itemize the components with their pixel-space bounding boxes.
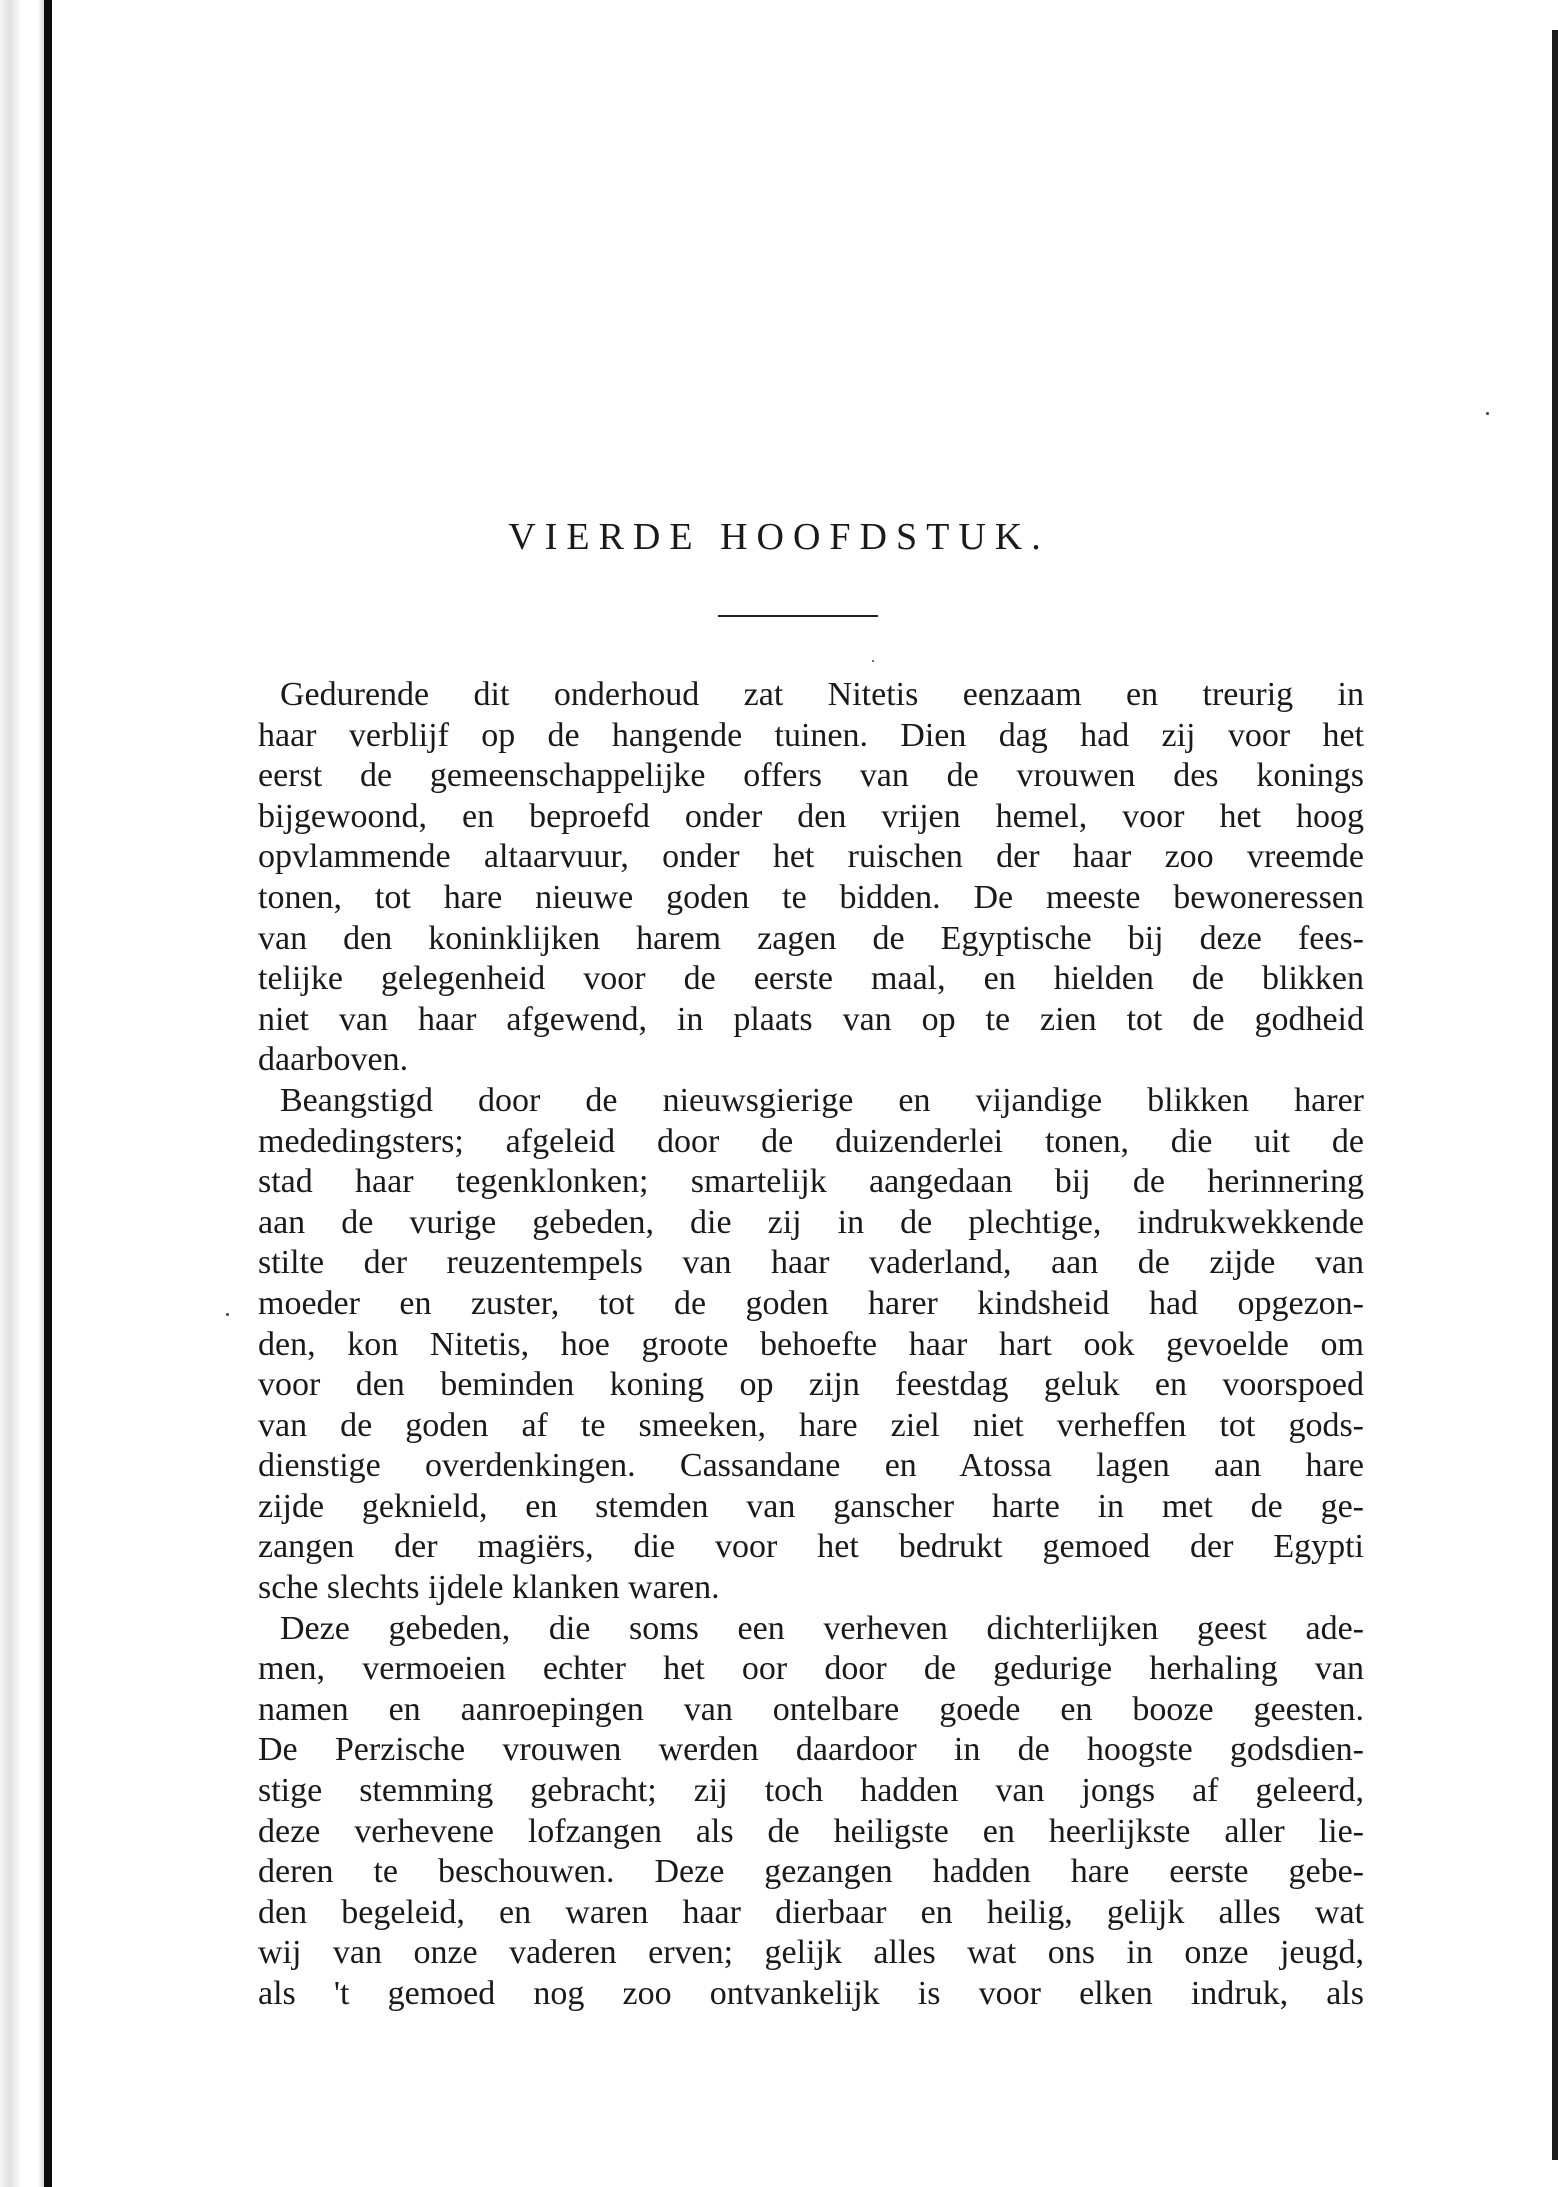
scan-right-edge xyxy=(1552,30,1558,2160)
paragraph-1 xyxy=(258,675,1364,1081)
text-line: sche slechts ijdele klanken waren. xyxy=(258,1569,720,1607)
paragraph-3 xyxy=(258,1609,1364,2015)
text-line: den, kon Nitetis, hoe groote behoefte haar hart ook gevoelde om xyxy=(258,1325,1364,1363)
scan-speck xyxy=(226,1313,229,1316)
text-line: daarboven. xyxy=(258,1041,409,1079)
text-line: Beangstigd door de nieuwsgierige en vijandige blikken harer xyxy=(280,1081,1364,1119)
text-line: stad haar tegenklonken; smartelijk aangedaan bij de herinnering xyxy=(258,1163,1364,1201)
paragraph-2 xyxy=(258,1081,1364,1609)
scan-left-edge xyxy=(0,0,52,2187)
text-line: namen en aanroepingen van ontelbare goede en booze geesten. xyxy=(258,1690,1364,1728)
text-line: deze verhevene lofzangen als de heiligste en heerlijkste aller lie- xyxy=(258,1812,1364,1850)
text-line: zijde geknield, en stemden van ganscher harte in met de ge- xyxy=(258,1487,1364,1525)
scan-speck xyxy=(1486,412,1489,415)
text-line: voor den beminden koning op zijn feestdag geluk en voorspoed xyxy=(258,1366,1364,1404)
text-line: van den koninklijken harem zagen de Egyptische bij deze fees- xyxy=(258,919,1364,957)
title-divider xyxy=(718,615,878,617)
text-line: De Perzische vrouwen werden daardoor in de hoogste godsdien- xyxy=(258,1731,1364,1769)
text-line: Gedurende dit onderhoud zat Nitetis eenzaam en treurig in xyxy=(280,676,1364,713)
text-line: dienstige overdenkingen. Cassandane en Atossa lagen aan hare xyxy=(258,1447,1364,1485)
text-line: als 't gemoed nog zoo ontvankelijk is voor elken indruk, als xyxy=(258,1975,1364,2012)
text-line: niet van haar afgewend, in plaats van op te zien tot de godheid xyxy=(258,1000,1364,1038)
text-line: stilte der reuzentempels van haar vaderland, aan de zijde van xyxy=(258,1244,1364,1282)
scan-speck xyxy=(872,660,874,662)
text-line: den begeleid, en waren haar dierbaar en heilig, gelijk alles wat xyxy=(258,1893,1364,1931)
text-line: moeder en zuster, tot de goden harer kindsheid had opgezon- xyxy=(258,1284,1364,1322)
text-line: telijke gelegenheid voor de eerste maal, en hielden de blikken xyxy=(258,960,1364,998)
text-line: Deze gebeden, die soms een verheven dichterlijken geest ade- xyxy=(280,1609,1364,1647)
text-line: tonen, tot hare nieuwe goden te bidden. De meeste bewoneressen xyxy=(258,878,1364,916)
text-line: eerst de gemeenschappelijke offers van de vrouwen des konings xyxy=(258,757,1364,795)
text-line: zangen der magiërs, die voor het bedrukt gemoed der Egypti xyxy=(258,1528,1364,1566)
text-line: van de goden af te smeeken, hare ziel niet verheffen tot gods- xyxy=(258,1406,1364,1444)
text-line: stige stemming gebracht; zij toch hadden van jongs af geleerd, xyxy=(258,1772,1364,1810)
text-line: opvlammende altaarvuur, onder het ruischen der haar zoo vreemde xyxy=(258,838,1364,876)
text-line: mededingsters; afgeleid door de duizenderlei tonen, die uit de xyxy=(258,1122,1364,1160)
text-line: men, vermoeien echter het oor door de gedurige herhaling van xyxy=(258,1650,1364,1688)
text-line: wij van onze vaderen erven; gelijk alles wat ons in onze jeugd, xyxy=(258,1934,1364,1972)
body-text xyxy=(258,675,1364,2015)
text-line: deren te beschouwen. Deze gezangen hadden hare eerste gebe- xyxy=(258,1853,1364,1891)
text-line: haar verblijf op de hangende tuinen. Dien dag had zij voor het xyxy=(258,716,1364,754)
chapter-title: VIERDE HOOFDSTUK. xyxy=(508,516,1050,558)
text-line: bijgewoond, en beproefd onder den vrijen hemel, voor het hoog xyxy=(258,797,1364,835)
text-line: aan de vurige gebeden, die zij in de plechtige, indrukwekkende xyxy=(258,1203,1364,1241)
